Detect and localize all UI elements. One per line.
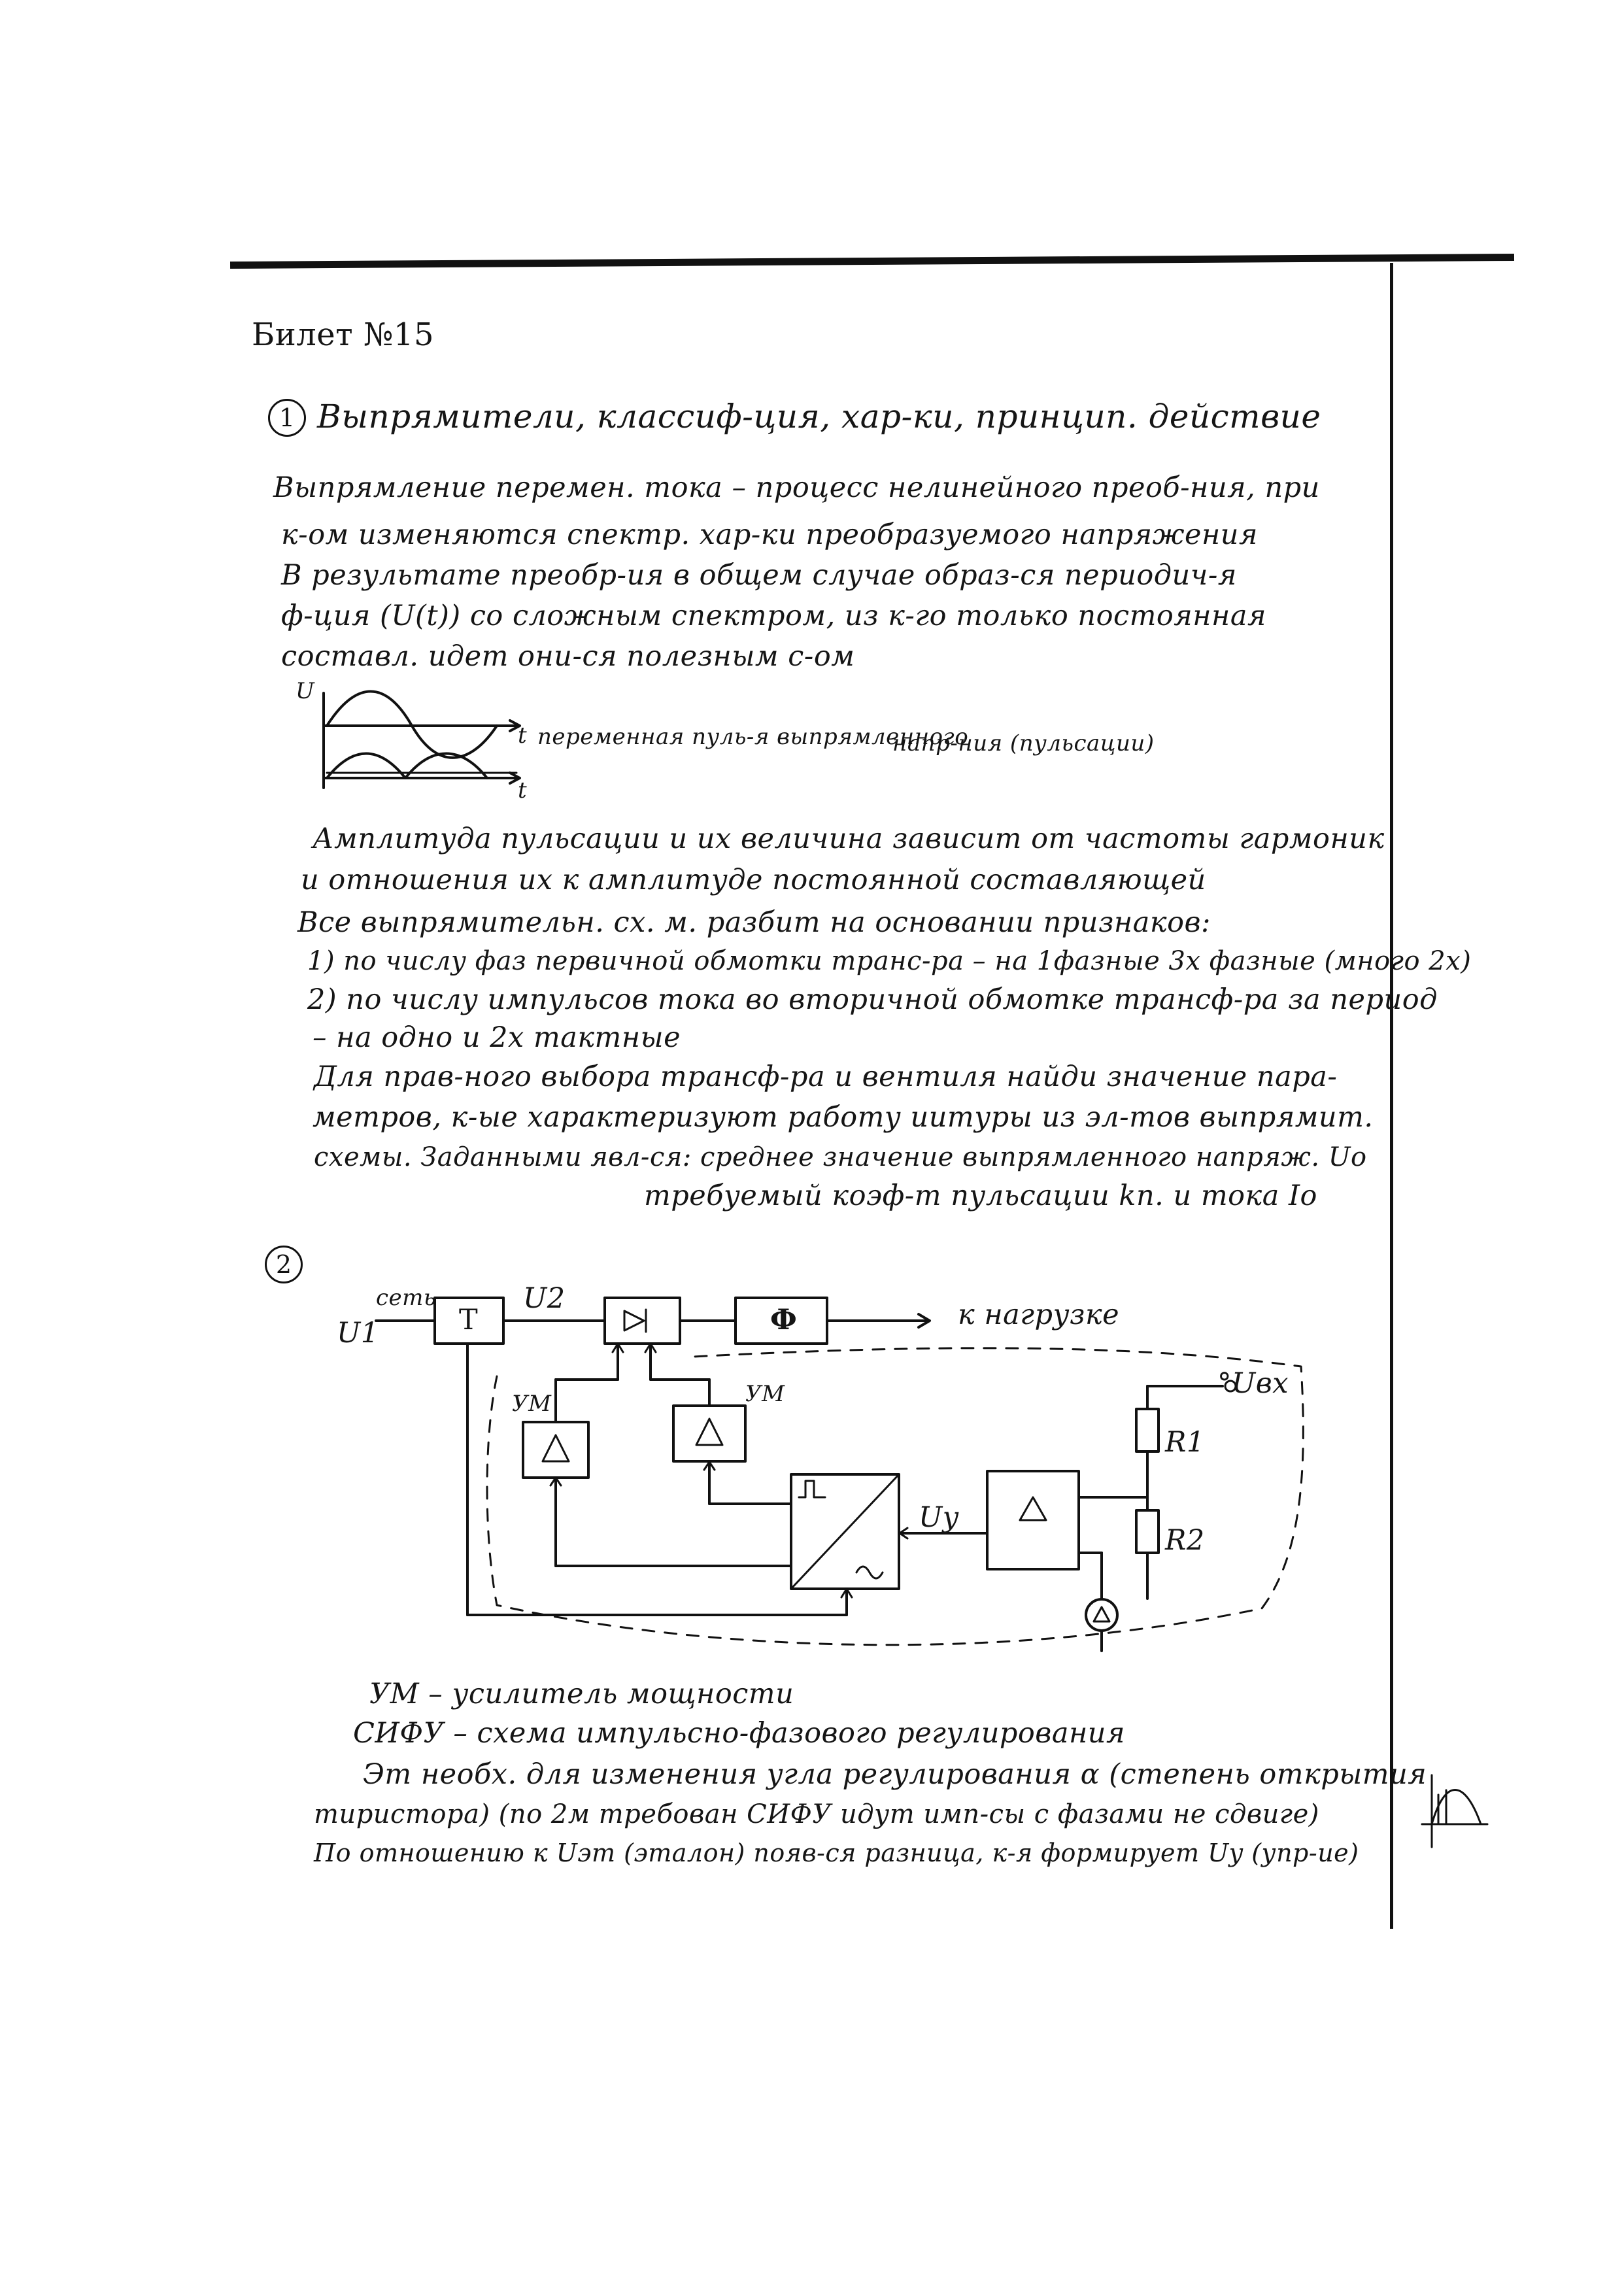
q1-text2-line-4: 1) по числу фаз первичной обмотки транс-ра – на 1фазные 3х фазные (много 2х) (307, 946, 1472, 976)
diagram-input-label-top: сеть (376, 1285, 436, 1311)
q1-text-line-3: В результате преобр-ия в общем случае образ-ся периодич-я (281, 559, 1237, 592)
diagram-uin-label: °Uвх (1217, 1367, 1289, 1400)
q1-text-line-4: ф-ция (U(t)) со сложным спектром, из к-го только постоянная (281, 600, 1266, 632)
diagram-um-left: УМ (512, 1391, 552, 1417)
diagram-label-uy: Uy (919, 1501, 959, 1534)
graph-axis-t1-label: t (518, 722, 528, 749)
q1-text2-line-3: Все выпрямительн. сх. м. разбит на основании признаков: (297, 906, 1211, 939)
q1-text2-line-2: и отношения их к амплитуде постоянной составляющей (301, 864, 1206, 896)
graph-label-1: переменная пуль-я выпрямленного (537, 724, 969, 750)
ticket-title: Билет №15 (252, 316, 434, 353)
diagram-load-label: к нагрузке (958, 1298, 1120, 1331)
graph-axis-t2-label: t (518, 777, 528, 804)
q2-note-line-4: тиристора) (по 2м требован СИФУ идут имп-сы с фазами не сдвиге) (314, 1799, 1319, 1829)
q1-text2-line-6: – на одно и 2х тактные (313, 1021, 681, 1054)
q1-text2-line-8: метров, к-ые характеризуют работу иитуры из эл-тов выпрямит. (313, 1101, 1374, 1134)
graph-label-2: напр-ния (пульсации) (892, 730, 1155, 756)
q1-text-line-2: к-ом изменяются спектр. хар-ки преобразуемого напряжения (281, 518, 1258, 551)
question-2-number: 2 (265, 1246, 303, 1283)
diagram-um-right: УМ (745, 1381, 785, 1407)
q1-text-line-1: Выпрямление перемен. тока – процесс нелинейного преоб-ния, при (273, 471, 1320, 504)
question-1-number: 1 (268, 399, 306, 437)
question-1-heading: Выпрямители, классиф-ция, хар-ки, принцип. действие (317, 398, 1321, 435)
q2-note-line-1: УМ – усилитель мощности (369, 1678, 794, 1710)
diagram-label-u2: U2 (523, 1282, 566, 1315)
q1-text-line-5: составл. идет они-ся полезным с-ом (281, 640, 855, 673)
q2-note-line-5: По отношению к Uэт (эталон) появ-ся разница, к-я формирует Uy (упр-ие) (314, 1839, 1359, 1867)
q1-text2-line-5: 2) по числу импульсов тока во вторичной обмотке трансф-ра за период (307, 983, 1438, 1016)
q2-note-line-3: Эт необх. для изменения угла регулирования α (степень открытия (363, 1758, 1427, 1791)
graph-axis-u-label: U (296, 678, 315, 704)
q1-text2-line-1: Амплитуда пульсации и их величина зависит от частоты гармоник (313, 823, 1385, 855)
diagram-r1-label: R1 (1165, 1426, 1205, 1459)
q1-text2-line-9: схемы. Заданными явл-ся: среднее значение выпрямленного напряж. Uo (314, 1142, 1367, 1172)
diagram-input-label-u1: U1 (337, 1317, 379, 1349)
diagram-block-t: T (459, 1304, 479, 1336)
diagram-r2-label: R2 (1165, 1524, 1205, 1557)
diagram-filter-label: Ф (770, 1304, 798, 1336)
q2-note-line-2: СИФУ – схема импульсно-фазового регулирования (353, 1717, 1125, 1750)
q1-text2-line-7: Для прав-ного выбора трансф-ра и вентиля найди значение пара- (314, 1061, 1338, 1093)
q1-text2-line-10: требуемый коэф-т пульсации kп. и тока Io (644, 1179, 1317, 1212)
